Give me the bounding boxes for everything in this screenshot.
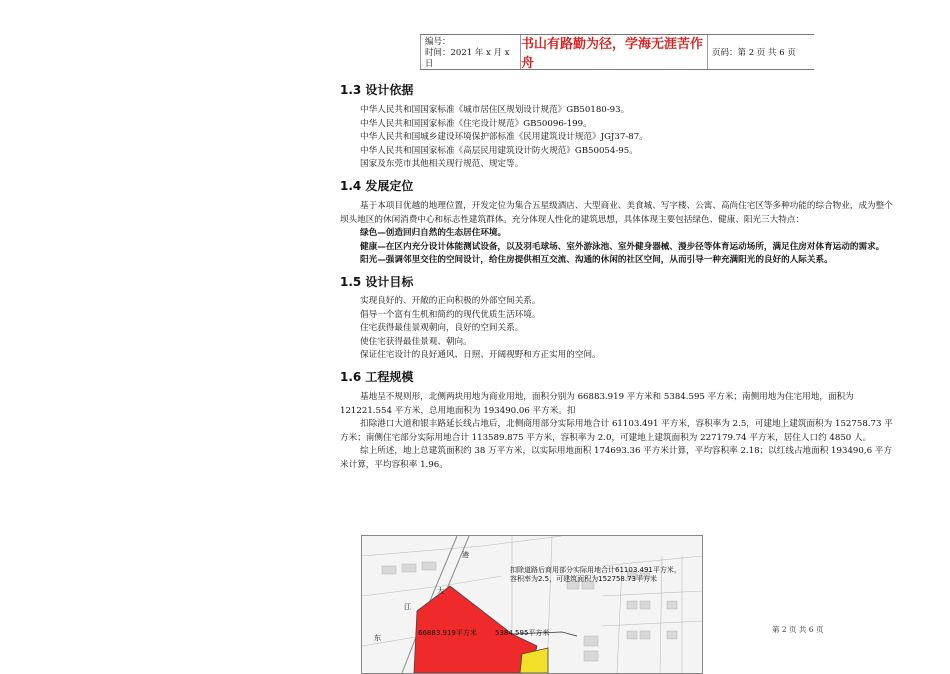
list-item: 使住宅获得最佳景观、朝向。 [360,336,472,347]
list-item: 保证住宅设计的良好通风、日照、开阔视野和方正实用的空间。 [360,350,601,361]
sun-point: 阳光—强调邻里交往的空间设计，给住房提供相互交流、沟通的休闲的社区空间，从而引导一种充满阳光的良好的人际关系。 [360,255,833,266]
section-title-1-4: 1.4 发展定位 [340,178,414,193]
paragraph: 扣除港口大道和银丰路延长线占地后，北侧商用部分实际用地合计 61103.491 平方米，容积率为 2.5，可建地上建筑面积为 152758.73 平方米；南侧住宅部分实际用地合计 113589.875 平方米，容积率为 2.0，可建地上建筑面积为 227179.74 平方米，居住人口约 4850 人。 [340,419,893,443]
map-drawing [362,536,702,673]
page-header [420,34,814,70]
list-item: 中华人民共和国国家标准《住宅设计规范》GB50096-199。 [360,118,592,129]
map-note-line-1: 扣除道路后商用部分实际用地合计61103.491平方米， [510,566,681,574]
list-item: 住宅获得最佳景观朝向，良好的空间关系。 [360,323,524,334]
section-title-1-3: 1.3 设计依据 [340,83,414,97]
header-page-info: 页码：第 2 页 共 6 页 [712,48,796,58]
doc-number-label: 编号： [425,37,451,47]
section-1-4-body [340,200,900,268]
section-title-1-6: 1.6 工程规模 [340,369,414,384]
section-title-1-5: 1.5 设计目标 [340,274,414,289]
page-footer: 第 2 页 共 6 页 [772,625,824,634]
document-body [340,82,900,472]
map-note-line-2: 容积率为2.5，可建筑面积为152758.73平方米 [510,575,657,583]
list-item: 实现良好的、开敞的正向积极的外部空间关系。 [360,295,541,306]
list-item: 倡导一个富有生机和简约的现代优质生活环境。 [360,309,541,320]
header-motto: 书山有路勤为径，学海无涯苦作舟 [521,35,708,69]
map-road-char: 东 [374,634,381,642]
header-left-cell [420,35,521,69]
map-area-label-1: 66883.919平方米 [418,629,477,637]
paragraph: 基地呈不规则形，北侧两块用地为商业用地，面积分别为 66883.919 平方米和 5384.595 平方米；南侧用地为住宅用地，面积为 121221.554 平方米，总用地面积为 193490.06 平方米。扣 [340,391,854,416]
map-road-char: 大 [437,587,444,595]
list-item: 中华人民共和国城乡建设环境保护部标准《民用建筑设计规范》JGJ37-87。 [360,132,648,143]
map-road-char: 港 [462,551,469,559]
list-item: 国家及东莞市其他相关现行规范、规定等。 [360,159,524,170]
section-1-6-body [340,391,900,473]
list-item: 中华人民共和国国家标准《高层民用建筑设计防火规范》GB50054-95。 [360,145,638,156]
doc-date: 时间：2021 年 x 月 x 日 [425,48,510,69]
section-1-5-list [340,295,900,363]
health-point: 健康—在区内充分设计体能测试设备，以及羽毛球场、室外游泳池、室外健身器械、漫步径等体育运动场所，满足住房对体育运动的需求。 [360,241,885,252]
site-plan-map [361,535,703,674]
paragraph: 综上所述，地上总建筑面积约 38 万平方米，以实际用地面积 174693.36 平方米计算，平均容积率 2.18；以红线占地面积 193490,6 平方米计算，平均容积率 1.96。 [340,446,892,470]
map-area-label-2: 5384.595平方米 [495,629,550,637]
section-1-3-list [340,104,900,172]
map-road-char: 江 [404,603,411,611]
paragraph: 基于本项目优越的地理位置，开发定位为集合五星级酒店、大型商业、美食城、写字楼、公寓、高尚住宅区等多种功能的综合物业，成为整个坝头地区的休闲消费中心和标志性建筑群体。充分体现人性化的建筑思想，具体体现主要包括绿色、健康、阳光三大特点： [340,200,893,225]
green-point: 绿色—创造回归自然的生态居住环境。 [360,228,507,239]
list-item: 中华人民共和国国家标准《城市居住区规划设计规范》GB50180-93。 [360,105,630,115]
